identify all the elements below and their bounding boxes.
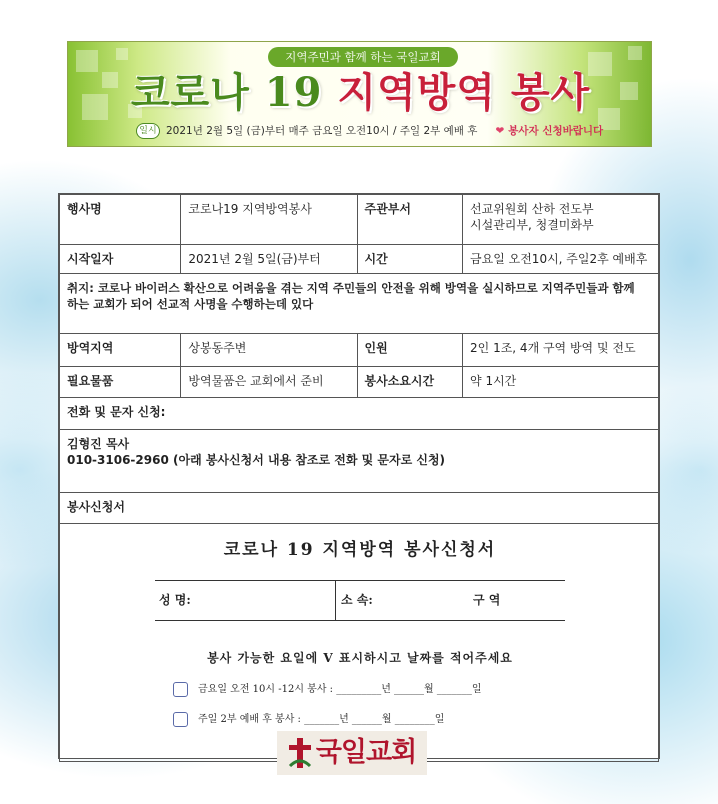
banner-title xyxy=(68,68,652,118)
table-row xyxy=(60,398,659,430)
table-row xyxy=(60,430,659,493)
table-row xyxy=(60,245,659,274)
banner-schedule-line xyxy=(136,122,603,140)
event-info-table xyxy=(58,193,660,768)
banner-subtitle: 지역주민과 함께 하는 국일교회 xyxy=(268,47,458,67)
district-field-label: 구 역 xyxy=(473,593,501,607)
purpose-line2: 하는 교회가 되어 선교적 사명을 수행하는데 있다 xyxy=(67,297,314,311)
time-value: 금요일 오전10시, 주일2후 예배후 xyxy=(463,245,659,274)
option-sunday-label: 주일 2부 예배 후 봉사 : _______년 ______월 ________일 xyxy=(198,714,445,725)
time-label: 시간 xyxy=(357,245,462,274)
contact-label: 전화 및 문자 신청: xyxy=(60,398,659,430)
application-form-title: 코로나 19 지역방역 봉사신청서 xyxy=(223,540,497,560)
friday-checkbox xyxy=(173,682,188,697)
area-value: 상봉동주변 xyxy=(181,334,357,367)
cross-logo-icon xyxy=(288,736,312,770)
area-label: 방역지역 xyxy=(60,334,181,367)
event-name-value: 코로나19 지역방역봉사 xyxy=(181,195,357,245)
date-badge: 일시 xyxy=(136,123,160,139)
form-instruction: 봉사 가능한 요일에 V 표시하시고 날짜를 적어주세요 xyxy=(207,651,513,665)
start-date-value: 2021년 2월 5일(금)부터 xyxy=(181,245,357,274)
church-logo xyxy=(277,731,427,775)
event-banner xyxy=(67,41,652,147)
form-image-cell xyxy=(60,524,659,768)
form-section-label: 봉사신청서 xyxy=(60,493,659,524)
event-name-label: 행사명 xyxy=(60,195,181,245)
supplies-label: 필요물품 xyxy=(60,367,181,398)
duration-label: 봉사소요시간 xyxy=(357,367,462,398)
banner-title-part1: 코로나 19 xyxy=(130,69,338,116)
contact-phone: 010-3106-2960 xyxy=(67,453,169,467)
form-divider xyxy=(155,620,565,621)
table-row xyxy=(60,493,659,524)
host-dept-value xyxy=(463,195,659,245)
affiliation-field-label: 소 속: xyxy=(341,593,373,607)
table-row xyxy=(60,524,659,762)
start-date-label: 시작일자 xyxy=(60,245,181,274)
table-row xyxy=(60,367,659,398)
purpose-text xyxy=(60,274,659,334)
option-sunday xyxy=(173,711,444,729)
table-row xyxy=(60,195,659,245)
form-divider xyxy=(335,580,336,620)
contact-details xyxy=(60,430,659,493)
table-row xyxy=(60,274,659,334)
sunday-checkbox xyxy=(173,712,188,727)
banner-cta: 봉사자 신청바랍니다 xyxy=(508,125,604,137)
supplies-value: 방역물품은 교회에서 준비 xyxy=(181,367,357,398)
purpose-line1: 취지: 코로나 바이러스 확산으로 어려움을 겪는 지역 주민들의 안전을 위해 방역을 실시하므로 지역주민들과 함께 xyxy=(67,281,635,295)
banner-title-part2: 지역방역 봉사 xyxy=(337,69,591,116)
heart-icon: ❤ xyxy=(495,125,505,137)
people-value: 2인 1조, 4개 구역 방역 및 전도 xyxy=(463,334,659,367)
host-dept-line1: 선교위원회 산하 전도부 xyxy=(470,202,594,216)
host-dept-line2: 시설관리부, 청결미화부 xyxy=(470,218,594,232)
logo-text: 국일교회 xyxy=(315,737,417,768)
contact-name: 김형진 목사 xyxy=(67,437,130,451)
application-form-image xyxy=(155,530,565,750)
option-friday xyxy=(173,681,482,699)
option-friday-label: 금요일 오전 10시 -12시 봉사 : _________년 ______월 _______일 xyxy=(198,684,482,695)
duration-value: 약 1시간 xyxy=(463,367,659,398)
contact-phone-line xyxy=(67,452,651,468)
contact-note: (아래 봉사신청서 내용 참조로 전화 및 문자로 신청) xyxy=(168,453,446,467)
table-row xyxy=(60,334,659,367)
name-field-label: 성 명: xyxy=(159,593,191,607)
people-label: 인원 xyxy=(357,334,462,367)
host-dept-label: 주관부서 xyxy=(357,195,462,245)
banner-schedule: 2021년 2월 5일 (금)부터 매주 금요일 오전10시 / 주일 2부 예배 후 xyxy=(166,125,478,137)
form-divider xyxy=(155,580,565,581)
